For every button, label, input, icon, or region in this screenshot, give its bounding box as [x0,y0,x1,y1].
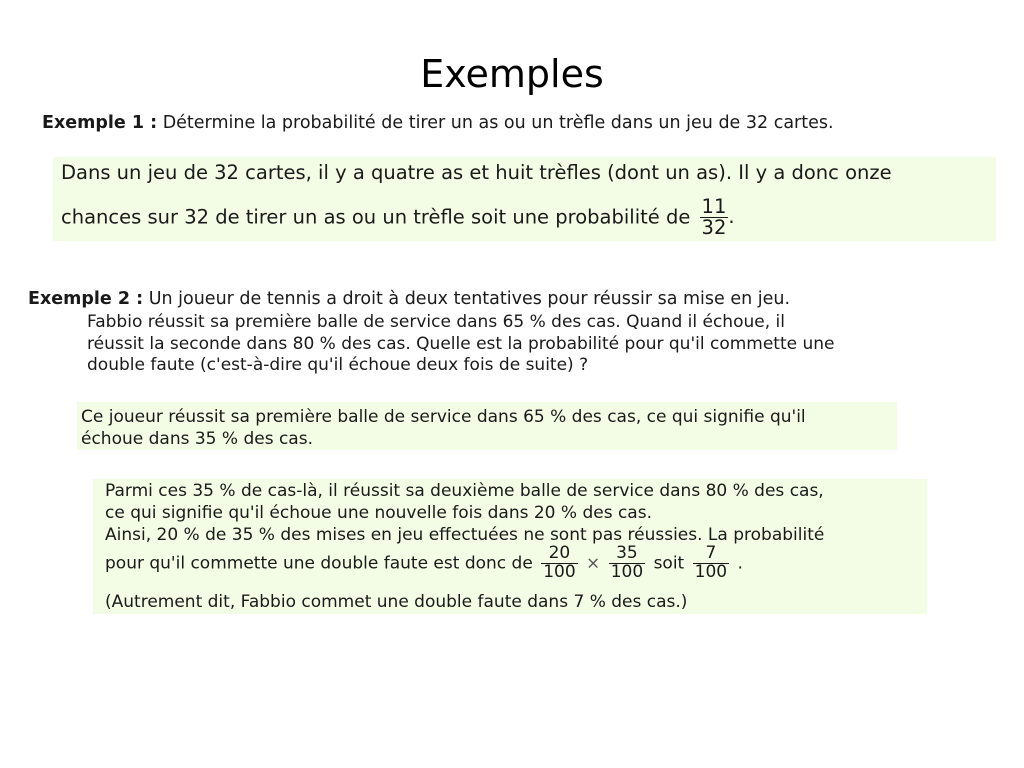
example-2-step-1-line-1: Ce joueur réussit sa première balle de service dans 65 % des cas, ce qui signifie qu'il [81,407,806,427]
fraction-numerator: 7 [705,543,717,563]
example-2-step-1-box [77,402,897,450]
page-title: Exemples [420,52,604,96]
example-2-step-2-line-1: Parmi ces 35 % de cas-là, il réussit sa deuxième balle de service dans 80 % des cas, [105,481,824,501]
example-2-question-line-2: Fabbio réussit sa première balle de service dans 65 % des cas. Quand il échoue, il [87,312,785,332]
period: . [728,205,735,229]
example-2-step-2-line-5: (Autrement dit, Fabbio commet une double faute dans 7 % des cas.) [105,592,688,612]
fraction-denominator: 100 [610,561,644,582]
example-2-step-1-line-2: échoue dans 35 % des cas. [81,429,313,449]
example-2-step-2-line-3: Ainsi, 20 % de 35 % des mises en jeu effectuées ne sont pas réussies. La probabilité [105,525,825,545]
fraction-numerator: 20 [548,543,571,563]
example-1-question-text: Détermine la probabilité de tirer un as ou un trèfle dans un jeu de 32 cartes. [162,113,834,133]
fraction-denominator: 32 [701,216,727,240]
example-2-step-2-box [93,479,927,614]
example-2-question-line-1: Un joueur de tennis a droit à deux tentatives pour réussir sa mise en jeu. [148,289,791,309]
times-sign: × [586,553,601,574]
example-2-question-body [87,312,835,377]
fraction-11-32 [700,197,729,239]
example-1-question [42,113,834,133]
soit-word: soit [653,553,685,574]
fraction-7-100 [693,545,729,582]
fraction-numerator: 11 [701,195,727,218]
example-1-answer-box [53,157,996,241]
example-2-step-1-text [81,406,806,450]
example-2-question-line-4: double faute (c'est-à-dire qu'il échoue deux fois de suite) ? [87,355,589,375]
example-1-label: Exemple 1 : [42,113,158,133]
example-2-label: Exemple 2 : [28,289,144,309]
fraction-numerator: 35 [616,543,638,563]
example-2-question-line-3: réussit la seconde dans 80 % des cas. Quelle est la probabilité pour qu'il commette une [87,333,835,354]
example-1-answer-line-2 [61,197,735,239]
fraction-20-100 [541,545,577,582]
period: . [737,553,743,574]
example-2-question [28,289,790,309]
fraction-denominator: 100 [543,561,576,582]
example-2-step-2-line-4 [105,545,743,582]
example-1-answer-text: chances sur 32 de tirer un as ou un trèfle soit une probabilité de [61,205,691,229]
example-2-step-2-line-4-text: pour qu'il commette une double faute est donc de [105,553,533,574]
fraction-denominator: 100 [694,561,728,582]
fraction-35-100 [609,545,645,582]
example-1-answer-line-1: Dans un jeu de 32 cartes, il y a quatre as et huit trèfles (dont un as). Il y a donc onze [61,161,892,184]
example-2-step-2-line-2: ce qui signifie qu'il échoue une nouvelle fois dans 20 % des cas. [105,503,652,523]
